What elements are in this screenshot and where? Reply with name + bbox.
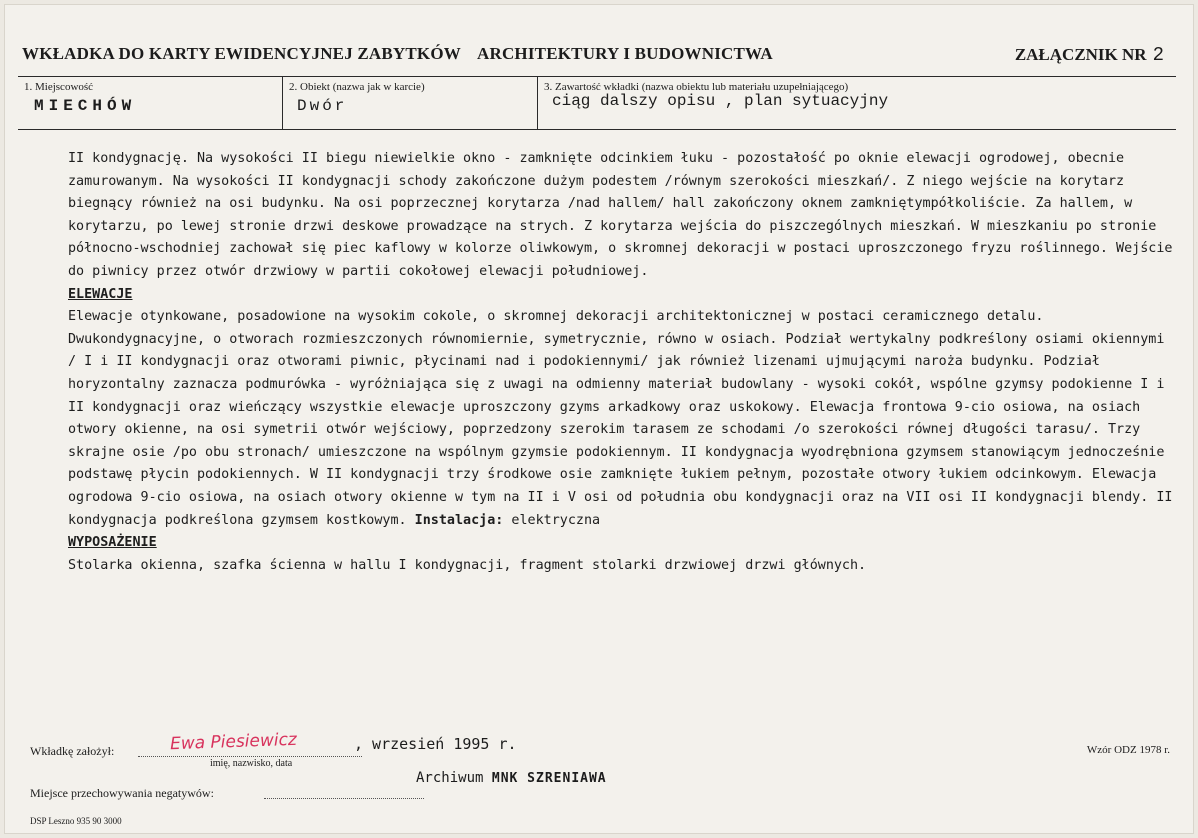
description-body <box>68 148 1178 577</box>
inventory-card-insert <box>4 4 1194 834</box>
locality-field <box>18 77 282 129</box>
inserted-by-line <box>138 756 362 757</box>
locality-value: MIECHÓW <box>34 97 137 115</box>
instalacja-value: elektryczna <box>511 512 601 528</box>
negatives-label: Miejsce przechowywania negatywów: <box>30 786 214 800</box>
elewacje-paragraph <box>68 306 1178 532</box>
form-title-left: WKŁADKA DO KARTY EWIDENCYJNEJ ZABYTKÓW <box>22 44 461 63</box>
intro-paragraph: II kondygnację. Na wysokości II biegu niewielkie okno - zamknięte odcinkiem łuku - pozostałość po oknie elewacji ogrodowej, obecnie zamurowanym. Na wysokości II kondygnacji schody zakończone dużym podestem /równym szerokości mieszkań/. Z niego wejście na korytarz biegnący również na osi budynku. Na osi poprzecznej korytarza /nad hallem/ hall zakończony oknem zamkniętympółkoliście. Za hallem, w korytarzu, po lewej stronie drzwi deskowe prowadzące na strych. Z korytarza wejścia do piszczególnych mieszkań. W mieszkaniu po stronie północno-wschodniej zachował się piec kaflowy w kolorze oliwkowym, o skromnej dekoracji w postaci uproszczonego fryzu roślinnego. Wejście do piwnicy przez otwór drzwiowy w partii cokołowej elewacji południowej. <box>68 151 1173 279</box>
wyposazenie-heading: WYPOSAŻENIE <box>68 535 157 551</box>
inserted-by-name: Ewa Piesiewicz <box>169 729 298 755</box>
form-title-right: ARCHITEKTURY I BUDOWNICTWA <box>476 44 773 63</box>
negatives-row <box>30 786 214 801</box>
elewacje-heading: ELEWACJE <box>68 286 133 302</box>
printer-imprint: DSP Leszno 935 90 3000 <box>30 816 122 826</box>
annex-indicator <box>1015 44 1164 66</box>
elewacje-text: Elewacje otynkowane, posadowione na wysokim cokole, o skromnej dekoracji architektonicznej w postaci ceramicznego detalu. Dwukondygnacyjne, o otworach rozmieszczonych równomiernie, symetrycznie, równo w osiach. Podział wertykalny podkreślony osiami okiennymi / I i II kondygnacji oraz otworami piwnic, płycinami nad i podokiennymi/ jak również lizenami ujmującymi naroża budynku. Podział horyzontalny zaznacza podmurówka - wyróżniająca się z uwagi na odmienny materiał budowlany - wysoki cokół, wspólne gzymsy podokienne I i II kondygnacji oraz wieńczący wszystkie elewacje uproszczony gzyms arkadkowy oraz uskokowy. Elewacja frontowa 9-cio osiowa, na osiach otwory okienne, na osi symetrii otwór wejściowy, poprzedzony szerokim tarasem ze schodami /o szerokości równej długości tarasu/. Trzy skrajne osie /po obu stronach/ umieszczone na wspólnym gzymsie podokiennym. II kondygnacja wyodrębniona gzymsem stanowiącym jednocześnie podstawę płycin podokiennych. W II kondygnacji trzy środkowe osie zamknięte łukiem pełnym, pozostałe otwory łukiem odcinkowym. Elewacja ogrodowa 9-cio osiowa, na osiach otwory okienne w tym na II i V osi od południa obu kondygnacji oraz na VII osi II kondygnacji blendy. II kondygnacja podkreślona gzymsem kostkowym. <box>68 309 1173 528</box>
inserted-by-caption: imię, nazwisko, data <box>210 758 293 769</box>
inserted-date: , wrzesień 1995 r. <box>354 735 517 753</box>
instalacja-label: Instalacja: <box>414 512 504 528</box>
negatives-line <box>264 798 424 799</box>
archive-note <box>416 770 607 786</box>
inserted-by-label: Wkładkę założył: <box>30 744 115 758</box>
content-value: ciąg dalszy opisu , plan sytuacyjny <box>552 92 889 110</box>
content-label: 3. Zawartość wkładki (nazwa obiektu lub materiału uzupełniającego) <box>544 81 849 93</box>
locality-label: 1. Miejscowość <box>24 81 94 93</box>
archive-stamp: MNK SZRENIAWA <box>491 771 607 786</box>
form-title <box>22 44 773 64</box>
object-value: Dwór <box>297 97 348 115</box>
form-code: Wzór ODZ 1978 r. <box>1086 744 1170 756</box>
archive-label: Archiwum <box>416 770 484 786</box>
header-fields <box>18 76 1176 130</box>
annex-number: 2 <box>1152 44 1164 66</box>
content-field <box>537 77 1176 129</box>
annex-label: ZAŁĄCZNIK NR <box>1014 45 1147 64</box>
object-label: 2. Obiekt (nazwa jak w karcie) <box>289 81 425 93</box>
object-field <box>282 77 537 129</box>
wyposazenie-paragraph: Stolarka okienna, szafka ścienna w hallu I kondygnacji, fragment stolarki drzwiowej drzwi głównych. <box>68 557 867 573</box>
